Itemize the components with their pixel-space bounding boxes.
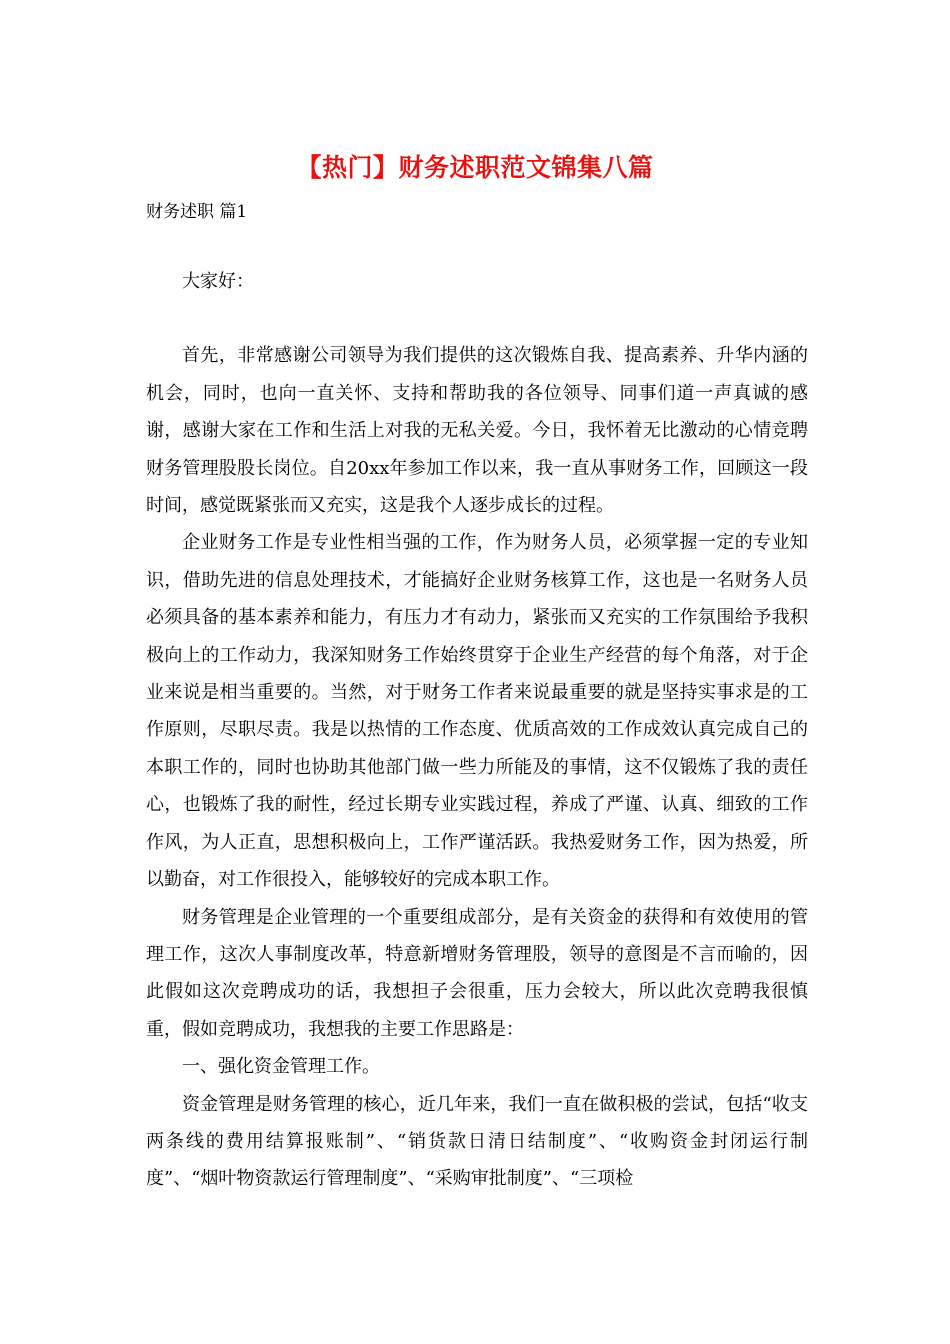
section-label: 财务述职 篇1 — [146, 202, 248, 222]
body-paragraph: 财务管理是企业管理的一个重要组成部分，是有关资金的获得和有效使用的管理工作，这次人事制度改革，特意新增财务管理股，领导的意图是不言而喻的，因此假如这次竞聘成功的话，我想担子会很重，压力会较大，所以此次竞聘我很慎重，假如竞聘成功，我想我的主要工作思路是： — [146, 906, 808, 1040]
body-paragraph: 首先，非常感谢公司领导为我们提供的这次锻炼自我、提高素养、升华内涵的机会，同时，也向一直关怀、支持和帮助我的各位领导、同事们道一声真诚的感谢，感谢大家在工作和生活上对我的无私关爱。今日，我怀着无比激动的心情竞聘财务管理股股长岗位。自20xx年参加工作以来，我一直从事财务工作，回顾这一段时间，感觉既紧张而又充实，这是我个人逐步成长的过程。 — [146, 345, 808, 517]
body-paragraph: 资金管理是财务管理的核心，近几年来，我们一直在做积极的尝试，包括“收支两条线的费用结算报账制”、“销货款日清日结制度”、“收购资金封闭运行制度”、“烟叶物资款运行管理制度”、“采购审批制度”、“三项检 — [146, 1093, 808, 1190]
section-heading: 一、强化资金管理工作。 — [182, 1056, 380, 1078]
greeting-paragraph: 大家好： — [182, 271, 254, 292]
document-title: 【热门】财务述职范文锦集八篇 — [296, 153, 654, 182]
document-body — [146, 263, 808, 1198]
body-paragraph: 企业财务工作是专业性相当强的工作，作为财务人员，必须掌握一定的专业知识，借助先进的信息处理技术，才能搞好企业财务核算工作，这也是一名财务人员必须具备的基本素养和能力，有压力才有动力，紧张而又充实的工作氛围给予我积极向上的工作动力，我深知财务工作始终贯穿于企业生产经营的每个角落，对于企业来说是相当重要的。当然，对于财务工作者来说最重要的就是坚持实事求是的工作原则，尽职尽责。我是以热情的工作态度、优质高效的工作成效认真完成自己的本职工作的，同时也协助其他部门做一些力所能及的事情，这不仅锻炼了我的责任心，也锻炼了我的耐性，经过长期专业实践过程，养成了严谨、认真、细致的工作作风，为人正直，思想积极向上，工作严谨活跃。我热爱财务工作，因为热爱，所以勤奋，对工作很投入，能够较好的完成本职工作。 — [146, 532, 808, 891]
